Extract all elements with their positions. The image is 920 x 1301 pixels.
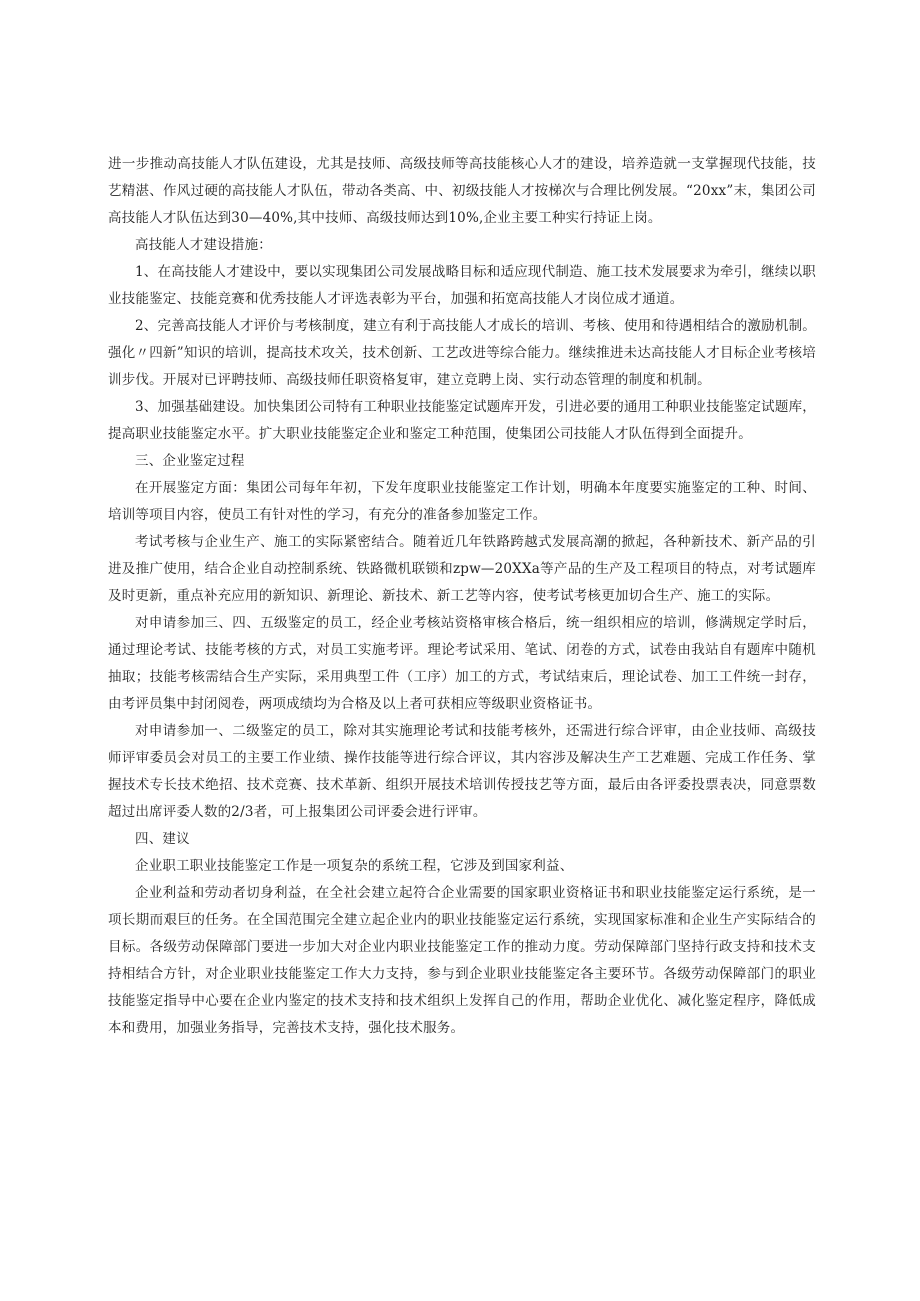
paragraph-level-1-2-appraisal: 对申请参加一、二级鉴定的员工，除对其实施理论考试和技能考核外，还需进行综合评审，由企业技师、高级技师评审委员会对员工的主要工作业绩、操作技能等进行综合评议，其内容涉及解决生产工艺难题、完成工作任务、掌握技术专长技术绝招、技术竞赛、技术革新、组织开展技术培训传授技艺等方面，最后由各评委投票表决，同意票数超过出席评委人数的2/3者，可上报集团公司评委会进行评审。 [108,723,816,820]
paragraph-suggestion-body: 企业利益和劳动者切身利益，在全社会建立起符合企业需要的国家职业资格证书和职业技能鉴定运行系统，是一项长期而艰巨的任务。在全国范围完全建立起企业内的职业技能鉴定运行系统，实现国家标准和企业生产实际结合的目标。各级劳动保障部门要进一步加大对企业内职业技能鉴定工作的推动力度。劳动保障部门坚持行政支持和技术支持相结合方针，对企业职业技能鉴定工作大力支持，参与到企业职业技能鉴定各主要环节。各级劳动保障部门的职业技能鉴定指导中心要在企业内鉴定的技术支持和技术组织上发挥自己的作用，帮助企业优化、减化鉴定程序，降低成本和费用，加强业务指导，完善技术支持，强化技术服务。 [108,885,816,1036]
paragraph-measure-3: 3、加强基础建设。加快集团公司特有工种职业技能鉴定试题库开发，引进必要的通用工种职业技能鉴定试题库，提高职业技能鉴定水平。扩大职业技能鉴定企业和鉴定工种范围，使集团公司技能人才队伍得到全面提升。 [108,399,816,442]
paragraph-talent-team-goal: 进一步推动高技能人才队伍建设，尤其是技师、高级技师等高技能核心人才的建设，培养造就一支掌握现代技能，技艺精湛、作风过硬的高技能人才队伍，带动各类高、中、初级技能人才按梯次与合理比例发展。“20xx”末，集团公司高技能人才队伍达到30—40%,其中技师、高级技师达到10%,企业主要工种实行持证上岗。 [108,156,816,226]
paragraph-measure-2: 2、完善高技能人才评价与考核制度，建立有利于高技能人才成长的培训、考核、使用和待遇相结合的激励机制。强化〃四新”知识的培训，提高技术攻关，技术创新、工艺改进等综合能力。继续推进未达高技能人才目标企业考核培训步伐。开展对已评聘技师、高级技师任职资格复审，建立竞聘上岗、实行动态管理的制度和机制。 [108,318,816,388]
section-heading-appraisal-process: 三、企业鉴定过程 [135,453,245,469]
paragraph-suggestion-intro: 企业职工职业技能鉴定工作是一项复杂的系统工程，它涉及到国家利益、 [135,858,574,874]
section-heading-suggestions: 四、建议 [135,831,190,847]
document-body [108,151,816,1042]
paragraph-exam-practice: 考试考核与企业生产、施工的实际紧密结合。随着近几年铁路跨越式发展高潮的掀起，各种新技术、新产品的引进及推广使用，结合企业自动控制系统、铁路微机联锁和zpw—20XXa等产品的生产及工程项目的特点，对考试题库及时更新，重点补充应用的新知识、新理论、新技术、新工艺等内容，使考试考核更加切合生产、施工的实际。 [108,534,816,604]
paragraph-appraisal-plan: 在开展鉴定方面：集团公司每年年初，下发年度职业技能鉴定工作计划，明确本年度要实施鉴定的工种、时间、培训等项目内容，使员工有针对性的学习，有充分的准备参加鉴定工作。 [108,480,816,523]
paragraph-measure-1: 1、在高技能人才建设中，要以实现集团公司发展战略目标和适应现代制造、施工技术发展要求为牵引，继续以职业技能鉴定、技能竞赛和优秀技能人才评选表彰为平台，加强和拓宽高技能人才岗位成才通道。 [108,264,816,307]
paragraph-measures-intro: 高技能人才建设措施： [135,237,272,253]
paragraph-level-3-5-appraisal: 对申请参加三、四、五级鉴定的员工，经企业考核站资格审核合格后，统一组织相应的培训，修满规定学时后，通过理论考试、技能考核的方式，对员工实施考评。理论考试采用、笔试、闭卷的方式，试卷由我站自有题库中随机抽取；技能考核需结合生产实际，采用典型工件（工序）加工的方式，考试结束后，理论试卷、加工工件统一封存，由考评员集中封闭阅卷，两项成绩均为合格及以上者可获相应等级职业资格证书。 [108,615,816,712]
